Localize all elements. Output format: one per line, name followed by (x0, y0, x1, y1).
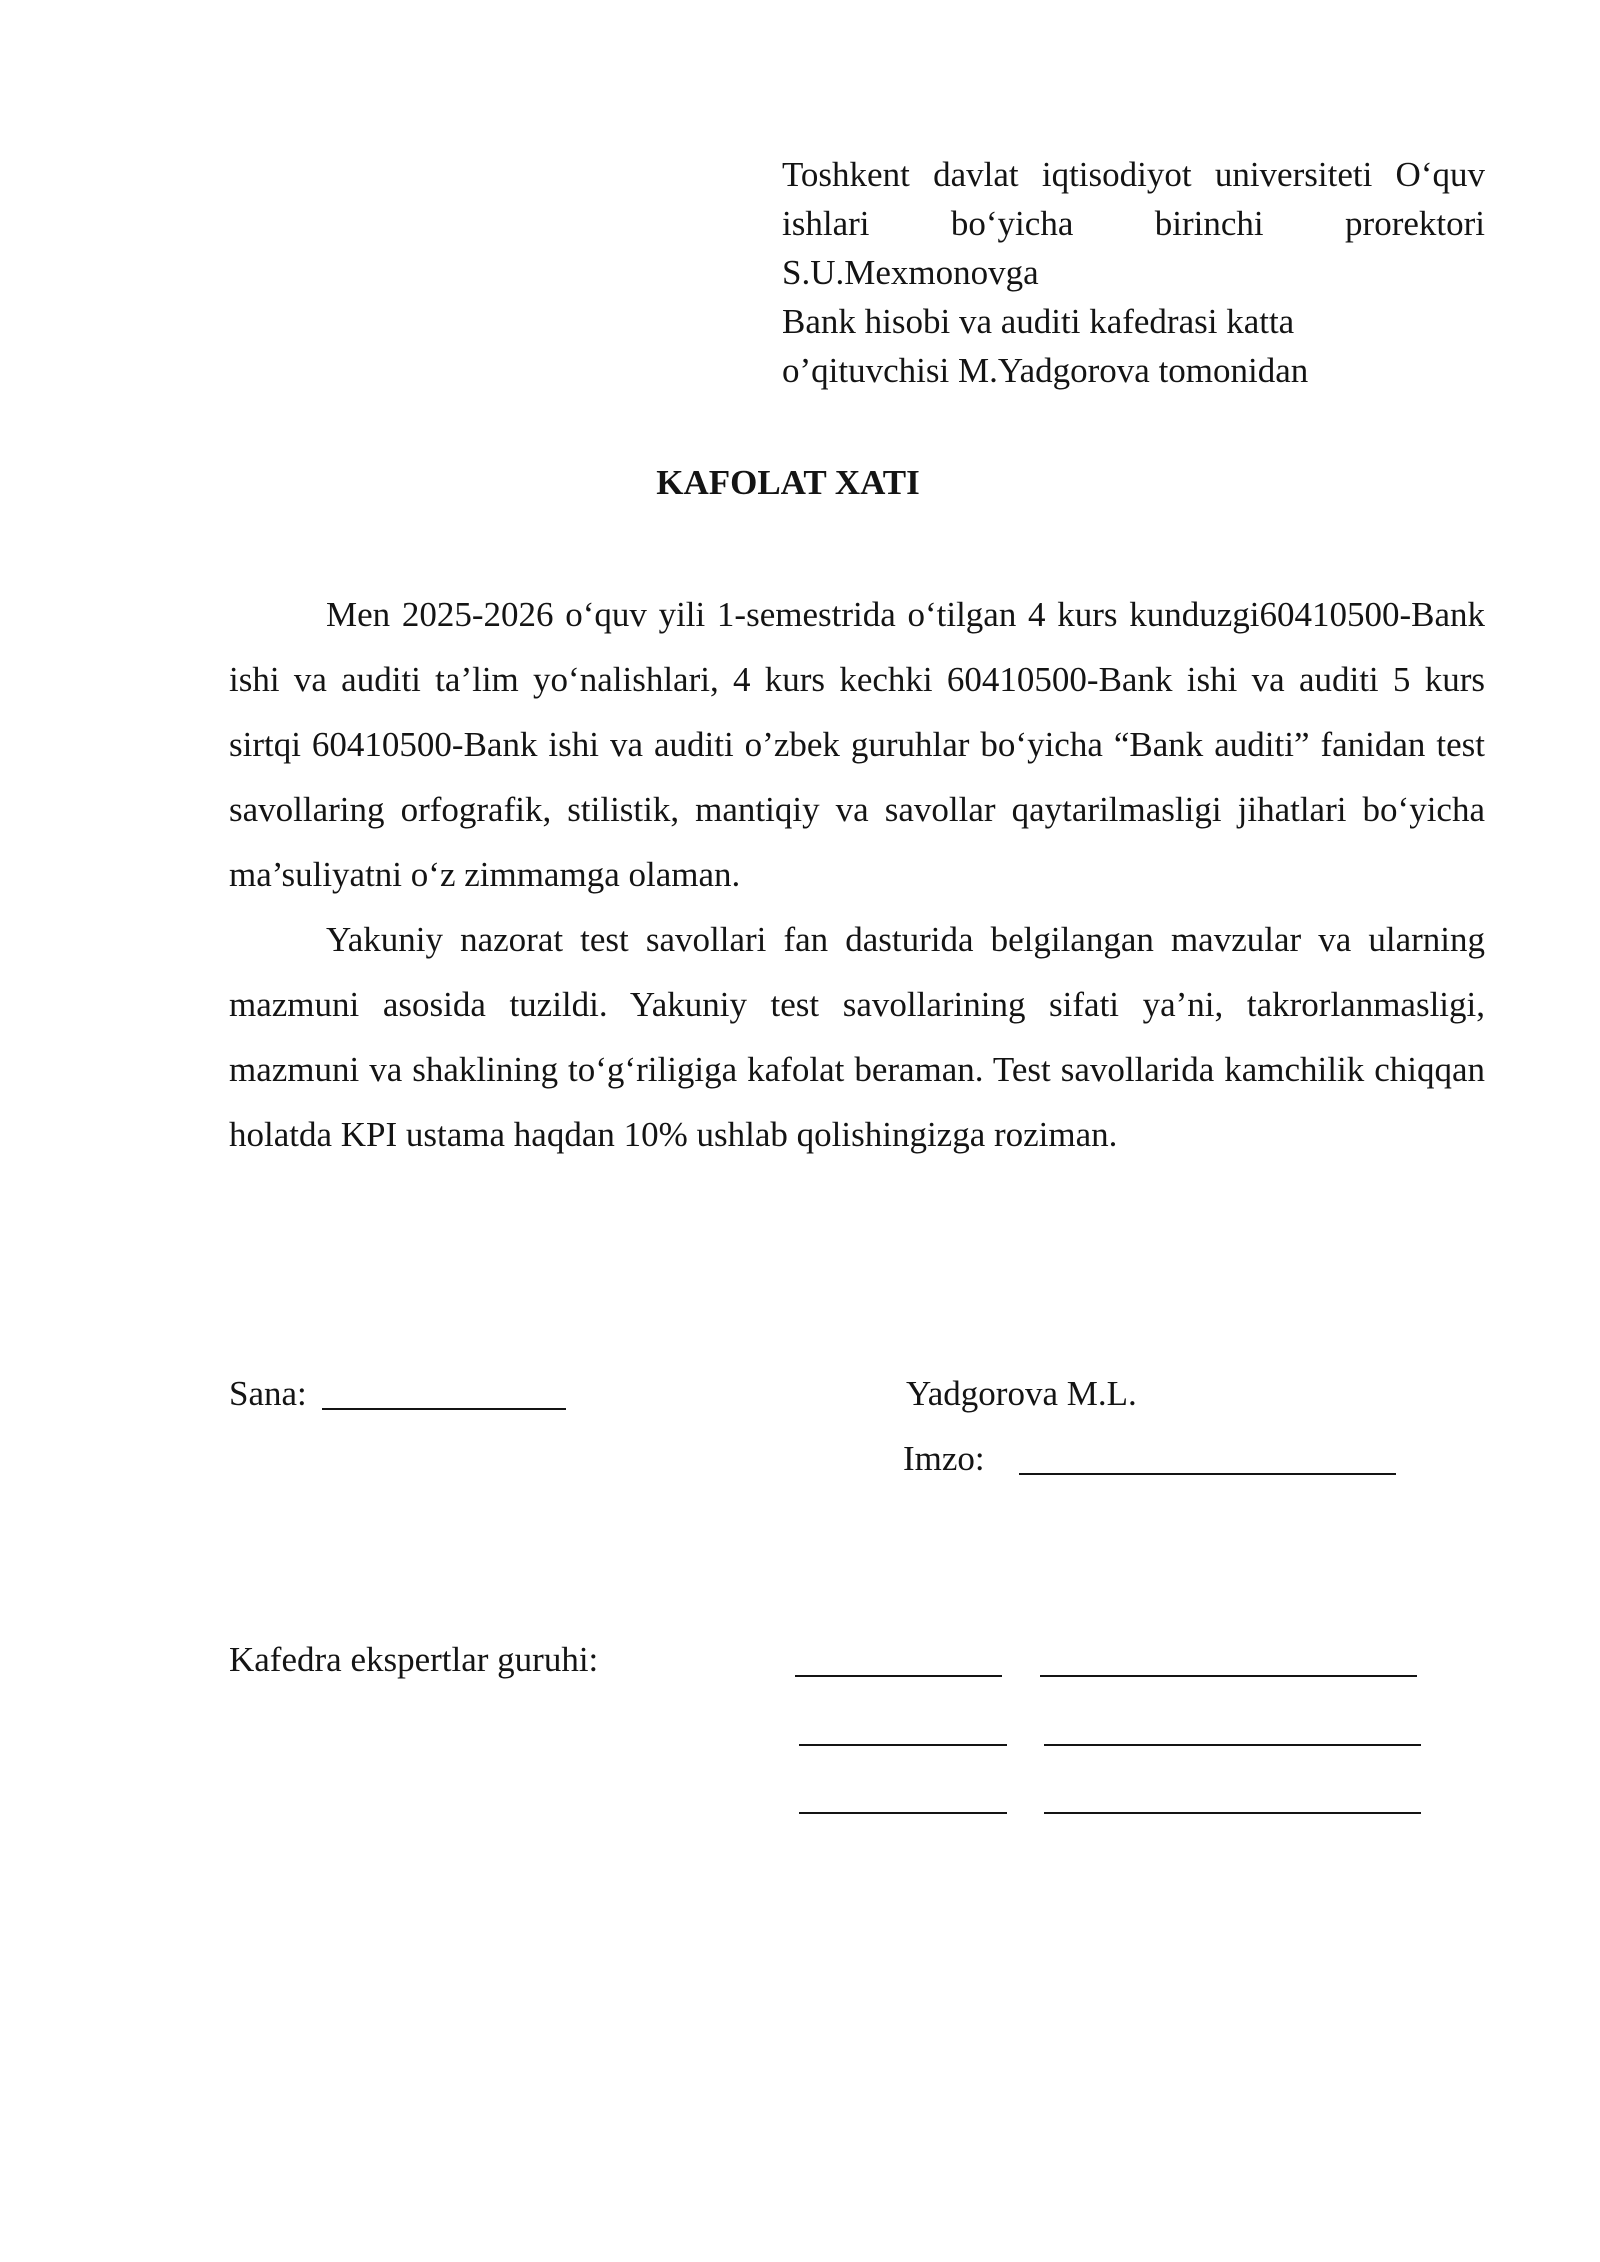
addressee-block (782, 150, 1485, 395)
expert-3-name-line (1044, 1812, 1421, 1814)
date-blank-line (322, 1408, 566, 1410)
body-paragraph-2: Yakuniy nazorat test savollari fan dasturida belgilangan mavzular va ularning mazmuni asosida tuzildi. Yakuniy test savollarining sifati ya’ni, takrorlanmasligi, mazmuni va shaklining to‘g‘riligiga kafolat beraman. Test savollarida kamchilik chiqqan holatda KPI ustama haqdan 10% ushlab qolishingizga roziman. (229, 920, 1485, 1154)
document-title: KAFOLAT XATI (656, 463, 920, 502)
expert-1-name-line (1040, 1675, 1417, 1677)
expert-3-signature-line (799, 1812, 1007, 1814)
expert-2-signature-line (799, 1744, 1007, 1746)
expert-2-name-line (1044, 1744, 1421, 1746)
addressee-sender-line: Bank hisobi va auditi kafedrasi katta (782, 302, 1295, 341)
experts-label: Kafedra ekspertlar guruhi: (229, 1640, 599, 1679)
addressee-sender-name: o’qituvchisi M.Yadgorova tomonidan (782, 351, 1309, 390)
signature-blank-line (1019, 1473, 1396, 1475)
signer-name: Yadgorova M.L. (906, 1374, 1137, 1413)
addressee-recipient: Toshkent davlat iqtisodiyot universiteti O‘quv ishlari bo‘yicha birinchi prorektori S.U.Mexmonovga (782, 155, 1485, 292)
document-body (229, 582, 1485, 1167)
expert-1-signature-line (795, 1675, 1002, 1677)
date-label: Sana: (229, 1374, 307, 1413)
body-paragraph-1: Men 2025-2026 o‘quv yili 1-semestrida o‘tilgan 4 kurs kunduzgi60410500-Bank ishi va auditi ta’lim yo‘nalishlari, 4 kurs kechki 60410500-Bank ishi va auditi 5 kurs sirtqi 60410500-Bank ishi va auditi o’zbek guruhlar bo‘yicha “Bank auditi” fanidan test savollaring orfografik, stilistik, mantiqiy va savollar qaytarilmasligi jihatlari bo‘yicha ma’suliyatni o‘z zimmamga olaman. (229, 595, 1485, 894)
signature-label: Imzo: (903, 1439, 985, 1478)
